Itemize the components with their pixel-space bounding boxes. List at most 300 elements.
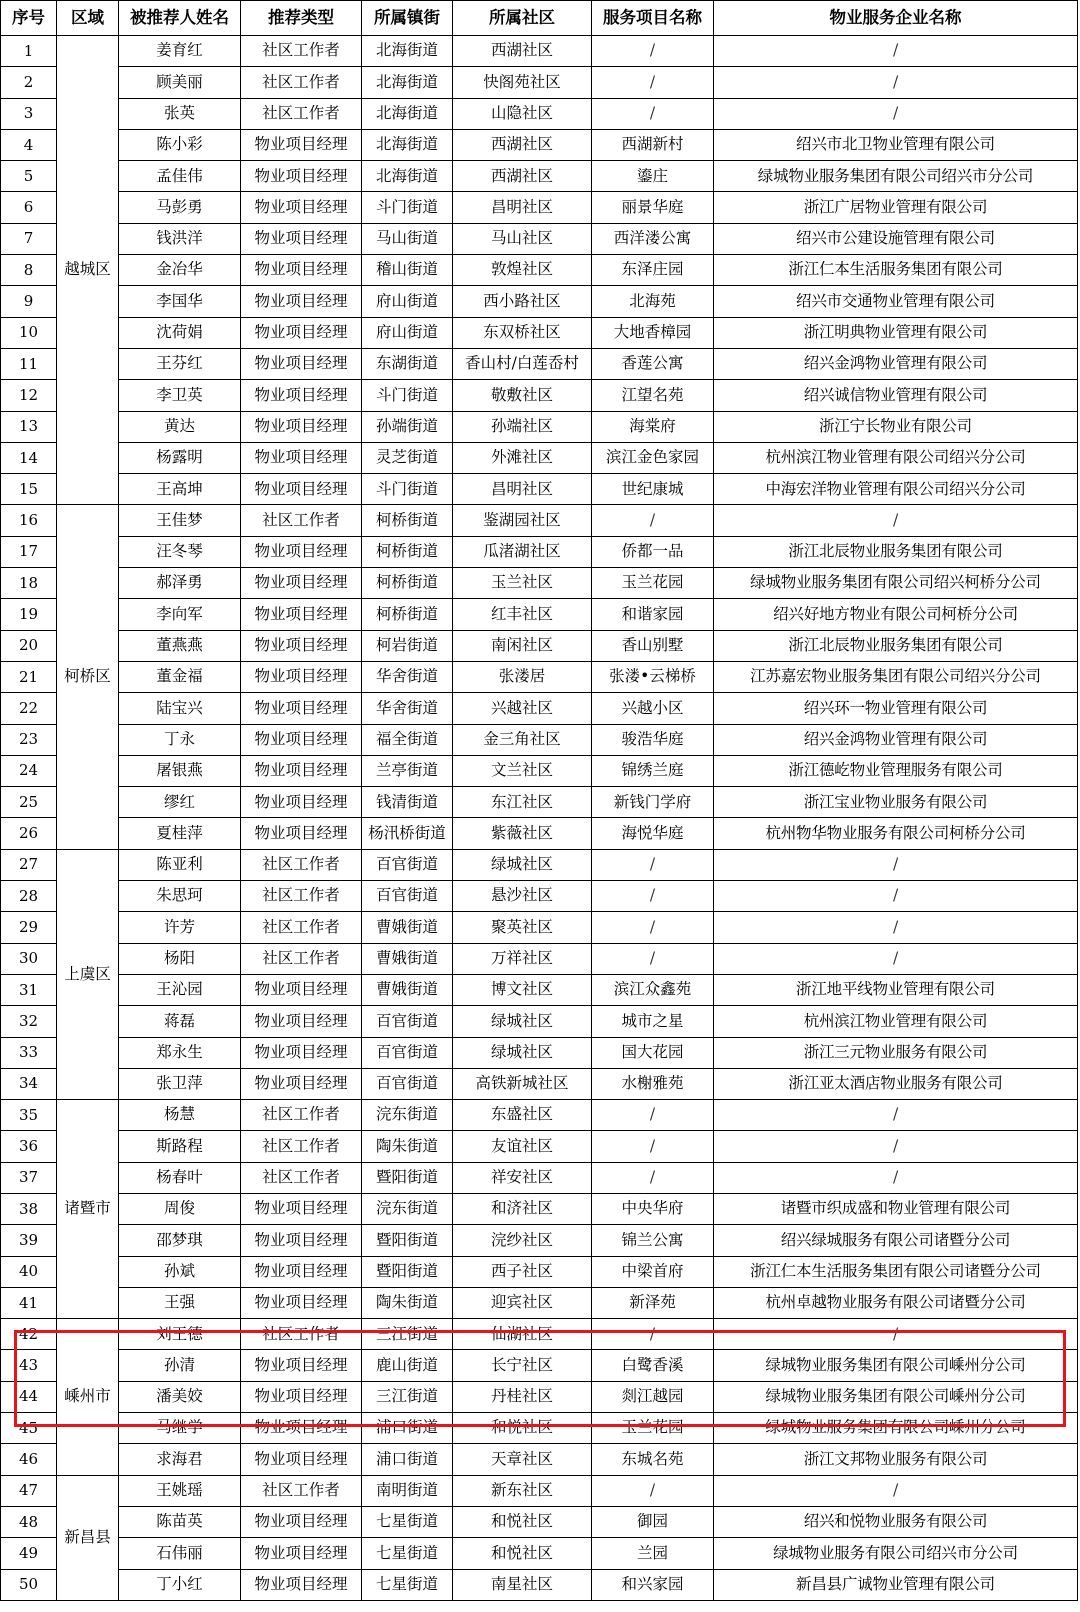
cell-type: 社区工作者 [241, 36, 362, 67]
cell-name: 石伟丽 [119, 1538, 241, 1569]
cell-name: 马彭勇 [119, 192, 241, 223]
cell-project: 侨都一品 [592, 536, 714, 567]
cell-seq: 46 [1, 1444, 57, 1475]
cell-type: 物业项目经理 [241, 223, 362, 254]
cell-project: 水榭雅苑 [592, 1068, 714, 1099]
cell-company: 浙江宁长物业有限公司 [714, 411, 1078, 442]
cell-community: 和济社区 [453, 1193, 592, 1224]
cell-project: / [592, 849, 714, 880]
cell-community: 聚英社区 [453, 912, 592, 943]
cell-company: 浙江仁本生活服务集团有限公司诸暨分公司 [714, 1256, 1078, 1287]
cell-seq: 40 [1, 1256, 57, 1287]
cell-community: 文兰社区 [453, 755, 592, 786]
cell-project: 滨江众鑫苑 [592, 974, 714, 1005]
cell-community: 长宁社区 [453, 1350, 592, 1381]
cell-community: 金三角社区 [453, 724, 592, 755]
cell-type: 社区工作者 [241, 67, 362, 98]
cell-seq: 25 [1, 787, 57, 818]
table-row [1, 348, 1078, 379]
cell-community: 山隐社区 [453, 98, 592, 129]
table-row [1, 1569, 1078, 1600]
table-row [1, 223, 1078, 254]
cell-project: 御园 [592, 1506, 714, 1537]
cell-project: 江望名苑 [592, 380, 714, 411]
cell-project: / [592, 1131, 714, 1162]
table-row [1, 1381, 1078, 1412]
cell-name: 夏桂萍 [119, 818, 241, 849]
cell-community: 兴越社区 [453, 693, 592, 724]
cell-company: 绍兴环一物业管理有限公司 [714, 693, 1078, 724]
cell-street: 柯桥街道 [362, 568, 453, 599]
cell-seq: 12 [1, 380, 57, 411]
cell-type: 社区工作者 [241, 881, 362, 912]
cell-name: 李国华 [119, 286, 241, 317]
cell-type: 物业项目经理 [241, 348, 362, 379]
header-name: 被推荐人姓名 [119, 1, 241, 36]
cell-company: 绍兴绿城服务有限公司诸暨分公司 [714, 1225, 1078, 1256]
cell-type: 社区工作者 [241, 1100, 362, 1131]
cell-street: 曹娥街道 [362, 974, 453, 1005]
table-row [1, 787, 1078, 818]
cell-name: 董金福 [119, 661, 241, 692]
cell-company: / [714, 505, 1078, 536]
cell-community: 迎宾社区 [453, 1287, 592, 1318]
cell-name: 董燕燕 [119, 630, 241, 661]
cell-community: 敦煌社区 [453, 255, 592, 286]
cell-type: 社区工作者 [241, 1131, 362, 1162]
cell-name: 王佳梦 [119, 505, 241, 536]
cell-street: 曹娥街道 [362, 912, 453, 943]
cell-seq: 50 [1, 1569, 57, 1600]
table-body [1, 36, 1078, 1601]
cell-name: 求海君 [119, 1444, 241, 1475]
table-row [1, 1319, 1078, 1350]
cell-name: 孙斌 [119, 1256, 241, 1287]
table-row [1, 1506, 1078, 1537]
cell-name: 郝泽勇 [119, 568, 241, 599]
cell-company: 新昌县广诚物业管理有限公司 [714, 1569, 1078, 1600]
cell-street: 斗门街道 [362, 192, 453, 223]
cell-company: 杭州卓越物业服务有限公司诸暨分公司 [714, 1287, 1078, 1318]
cell-name: 邵梦琪 [119, 1225, 241, 1256]
cell-community: 丹桂社区 [453, 1381, 592, 1412]
header-row [1, 1, 1078, 36]
cell-seq: 39 [1, 1225, 57, 1256]
cell-community: 高铁新城社区 [453, 1068, 592, 1099]
cell-project: / [592, 67, 714, 98]
cell-community: 新东社区 [453, 1475, 592, 1506]
cell-street: 钱清街道 [362, 787, 453, 818]
cell-company: 浙江德屹物业管理服务有限公司 [714, 755, 1078, 786]
table-row [1, 286, 1078, 317]
cell-seq: 29 [1, 912, 57, 943]
cell-company: 绿城物业服务集团有限公司绍兴市分公司 [714, 161, 1078, 192]
cell-type: 物业项目经理 [241, 1068, 362, 1099]
cell-community: 快阁苑社区 [453, 67, 592, 98]
cell-seq: 18 [1, 568, 57, 599]
cell-community: 仙湖社区 [453, 1319, 592, 1350]
cell-community: 紫薇社区 [453, 818, 592, 849]
cell-seq: 38 [1, 1193, 57, 1224]
cell-seq: 23 [1, 724, 57, 755]
cell-company: / [714, 881, 1078, 912]
cell-type: 物业项目经理 [241, 286, 362, 317]
cell-name: 蒋磊 [119, 1006, 241, 1037]
cell-street: 孙端街道 [362, 411, 453, 442]
cell-name: 王芬红 [119, 348, 241, 379]
cell-project: 东泽庄园 [592, 255, 714, 286]
cell-project: 海悦华庭 [592, 818, 714, 849]
cell-seq: 27 [1, 849, 57, 880]
cell-type: 物业项目经理 [241, 1256, 362, 1287]
cell-name: 陈苗英 [119, 1506, 241, 1537]
cell-name: 汪冬琴 [119, 536, 241, 567]
cell-community: 和悦社区 [453, 1506, 592, 1537]
cell-community: 西子社区 [453, 1256, 592, 1287]
cell-street: 三江街道 [362, 1381, 453, 1412]
cell-project: 中央华府 [592, 1193, 714, 1224]
cell-street: 百官街道 [362, 1006, 453, 1037]
table-row [1, 818, 1078, 849]
cell-seq: 15 [1, 474, 57, 505]
cell-seq: 8 [1, 255, 57, 286]
cell-company: 浙江亚太酒店物业服务有限公司 [714, 1068, 1078, 1099]
cell-name: 姜育红 [119, 36, 241, 67]
cell-street: 柯桥街道 [362, 505, 453, 536]
cell-seq: 1 [1, 36, 57, 67]
cell-community: 绿城社区 [453, 1006, 592, 1037]
cell-type: 物业项目经理 [241, 787, 362, 818]
cell-company: 浙江明典物业管理有限公司 [714, 317, 1078, 348]
cell-project: 国大花园 [592, 1037, 714, 1068]
table-row [1, 192, 1078, 223]
cell-community: 和悦社区 [453, 1413, 592, 1444]
cell-company: 诸暨市织成盛和物业管理有限公司 [714, 1193, 1078, 1224]
cell-project: 大地香樟园 [592, 317, 714, 348]
cell-seq: 45 [1, 1413, 57, 1444]
cell-street: 东湖街道 [362, 348, 453, 379]
cell-community: 东双桥社区 [453, 317, 592, 348]
cell-seq: 33 [1, 1037, 57, 1068]
cell-street: 稽山街道 [362, 255, 453, 286]
cell-project: / [592, 1475, 714, 1506]
cell-street: 曹娥街道 [362, 943, 453, 974]
table-row [1, 599, 1078, 630]
header-type: 推荐类型 [241, 1, 362, 36]
table-row [1, 1350, 1078, 1381]
cell-seq: 17 [1, 536, 57, 567]
cell-seq: 19 [1, 599, 57, 630]
cell-name: 顾美丽 [119, 67, 241, 98]
cell-type: 物业项目经理 [241, 1381, 362, 1412]
cell-project: 东城名苑 [592, 1444, 714, 1475]
cell-company: 江苏嘉宏物业服务集团有限公司绍兴分公司 [714, 661, 1078, 692]
table-row [1, 1256, 1078, 1287]
cell-street: 浦口街道 [362, 1413, 453, 1444]
cell-type: 社区工作者 [241, 1475, 362, 1506]
cell-community: 香山村/白莲岙村 [453, 348, 592, 379]
cell-project: 玉兰花园 [592, 1413, 714, 1444]
cell-name: 马继学 [119, 1413, 241, 1444]
cell-community: 东盛社区 [453, 1100, 592, 1131]
cell-type: 物业项目经理 [241, 724, 362, 755]
cell-company: 绿城物业服务有限公司绍兴市分公司 [714, 1538, 1078, 1569]
cell-community: 昌明社区 [453, 192, 592, 223]
cell-street: 鹿山街道 [362, 1350, 453, 1381]
cell-type: 物业项目经理 [241, 1444, 362, 1475]
table-row [1, 67, 1078, 98]
cell-project: / [592, 1319, 714, 1350]
cell-company: / [714, 98, 1078, 129]
cell-type: 物业项目经理 [241, 536, 362, 567]
table-row [1, 849, 1078, 880]
cell-street: 柯岩街道 [362, 630, 453, 661]
cell-project: 剡江越园 [592, 1381, 714, 1412]
cell-type: 物业项目经理 [241, 1287, 362, 1318]
table-row [1, 255, 1078, 286]
cell-company: 绍兴好地方物业有限公司柯桥分公司 [714, 599, 1078, 630]
cell-seq: 9 [1, 286, 57, 317]
cell-type: 物业项目经理 [241, 1538, 362, 1569]
cell-name: 陈亚利 [119, 849, 241, 880]
cell-seq: 34 [1, 1068, 57, 1099]
cell-company: 绍兴和悦物业服务有限公司 [714, 1506, 1078, 1537]
cell-type: 物业项目经理 [241, 974, 362, 1005]
cell-type: 社区工作者 [241, 943, 362, 974]
table-row [1, 1006, 1078, 1037]
cell-project: / [592, 505, 714, 536]
cell-company: 绿城物业服务集团有限公司嵊州分公司 [714, 1413, 1078, 1444]
cell-street: 百官街道 [362, 1037, 453, 1068]
cell-project: 兰园 [592, 1538, 714, 1569]
cell-name: 杨春叶 [119, 1162, 241, 1193]
table-row [1, 1287, 1078, 1318]
cell-community: 绿城社区 [453, 849, 592, 880]
table-row [1, 1444, 1078, 1475]
cell-type: 物业项目经理 [241, 442, 362, 473]
cell-type: 社区工作者 [241, 849, 362, 880]
cell-street: 暨阳街道 [362, 1225, 453, 1256]
cell-community: 南闲社区 [453, 630, 592, 661]
cell-community: 红丰社区 [453, 599, 592, 630]
cell-company: / [714, 1100, 1078, 1131]
table-row [1, 129, 1078, 160]
table-row [1, 974, 1078, 1005]
table-row [1, 724, 1078, 755]
cell-street: 柯桥街道 [362, 599, 453, 630]
cell-name: 斯路程 [119, 1131, 241, 1162]
table-row [1, 1162, 1078, 1193]
cell-name: 张英 [119, 98, 241, 129]
cell-street: 百官街道 [362, 881, 453, 912]
cell-street: 陶朱街道 [362, 1131, 453, 1162]
cell-type: 物业项目经理 [241, 380, 362, 411]
header-region: 区域 [57, 1, 119, 36]
cell-seq: 30 [1, 943, 57, 974]
table-row [1, 1131, 1078, 1162]
cell-project: 骏浩华庭 [592, 724, 714, 755]
cell-type: 社区工作者 [241, 505, 362, 536]
cell-company: 绍兴金鸿物业管理有限公司 [714, 348, 1078, 379]
table-row [1, 36, 1078, 67]
cell-project: 张溇•云梯桥 [592, 661, 714, 692]
cell-type: 物业项目经理 [241, 1350, 362, 1381]
cell-type: 社区工作者 [241, 1319, 362, 1350]
cell-community: 孙端社区 [453, 411, 592, 442]
header-project: 服务项目名称 [592, 1, 714, 36]
cell-project: 白鹭香溪 [592, 1350, 714, 1381]
table-row [1, 317, 1078, 348]
cell-project: 新泽苑 [592, 1287, 714, 1318]
cell-type: 物业项目经理 [241, 129, 362, 160]
cell-region: 上虞区 [57, 849, 119, 1099]
cell-street: 七星街道 [362, 1538, 453, 1569]
cell-seq: 44 [1, 1381, 57, 1412]
cell-seq: 42 [1, 1319, 57, 1350]
cell-street: 浣东街道 [362, 1100, 453, 1131]
cell-company: 中海宏洋物业管理有限公司绍兴分公司 [714, 474, 1078, 505]
cell-company: 绍兴市公建设施管理有限公司 [714, 223, 1078, 254]
cell-street: 北海街道 [362, 129, 453, 160]
cell-community: 博文社区 [453, 974, 592, 1005]
cell-community: 东江社区 [453, 787, 592, 818]
cell-street: 杨汛桥街道 [362, 818, 453, 849]
cell-name: 黄达 [119, 411, 241, 442]
cell-company: 浙江地平线物业管理有限公司 [714, 974, 1078, 1005]
cell-project: 和谐家园 [592, 599, 714, 630]
cell-project: 北海苑 [592, 286, 714, 317]
cell-street: 柯桥街道 [362, 536, 453, 567]
cell-company: 浙江三元物业服务有限公司 [714, 1037, 1078, 1068]
cell-seq: 43 [1, 1350, 57, 1381]
cell-seq: 35 [1, 1100, 57, 1131]
cell-project: 和兴家园 [592, 1569, 714, 1600]
cell-seq: 24 [1, 755, 57, 786]
table-row [1, 943, 1078, 974]
cell-street: 斗门街道 [362, 474, 453, 505]
cell-community: 祥安社区 [453, 1162, 592, 1193]
cell-seq: 20 [1, 630, 57, 661]
cell-type: 物业项目经理 [241, 1506, 362, 1537]
cell-seq: 4 [1, 129, 57, 160]
cell-community: 西湖社区 [453, 161, 592, 192]
cell-community: 张溇居 [453, 661, 592, 692]
cell-name: 丁永 [119, 724, 241, 755]
cell-street: 府山街道 [362, 317, 453, 348]
cell-street: 南明街道 [362, 1475, 453, 1506]
cell-type: 物业项目经理 [241, 255, 362, 286]
cell-community: 鉴湖园社区 [453, 505, 592, 536]
cell-company: / [714, 36, 1078, 67]
cell-community: 西湖社区 [453, 129, 592, 160]
table-row [1, 1100, 1078, 1131]
cell-type: 社区工作者 [241, 98, 362, 129]
cell-seq: 28 [1, 881, 57, 912]
cell-company: / [714, 1475, 1078, 1506]
cell-type: 物业项目经理 [241, 599, 362, 630]
cell-type: 物业项目经理 [241, 1037, 362, 1068]
cell-project: / [592, 943, 714, 974]
cell-seq: 32 [1, 1006, 57, 1037]
cell-street: 福全街道 [362, 724, 453, 755]
cell-street: 三江街道 [362, 1319, 453, 1350]
cell-type: 物业项目经理 [241, 661, 362, 692]
table-row [1, 98, 1078, 129]
cell-name: 陈小彩 [119, 129, 241, 160]
cell-company: 浙江广居物业管理有限公司 [714, 192, 1078, 223]
cell-company: / [714, 67, 1078, 98]
cell-seq: 48 [1, 1506, 57, 1537]
cell-company: / [714, 943, 1078, 974]
cell-type: 物业项目经理 [241, 474, 362, 505]
table-row [1, 1475, 1078, 1506]
cell-region: 诸暨市 [57, 1100, 119, 1319]
cell-company: 杭州物华物业服务有限公司柯桥分公司 [714, 818, 1078, 849]
cell-seq: 36 [1, 1131, 57, 1162]
cell-community: 敬敷社区 [453, 380, 592, 411]
cell-name: 潘美姣 [119, 1381, 241, 1412]
cell-type: 物业项目经理 [241, 411, 362, 442]
cell-name: 钱洪洋 [119, 223, 241, 254]
cell-type: 物业项目经理 [241, 630, 362, 661]
cell-street: 北海街道 [362, 98, 453, 129]
table-row [1, 1193, 1078, 1224]
table-row [1, 1413, 1078, 1444]
cell-seq: 6 [1, 192, 57, 223]
cell-seq: 13 [1, 411, 57, 442]
cell-project: 鎏庄 [592, 161, 714, 192]
cell-community: 瓜渚湖社区 [453, 536, 592, 567]
cell-project: / [592, 36, 714, 67]
cell-community: 西湖社区 [453, 36, 592, 67]
cell-project: 丽景华庭 [592, 192, 714, 223]
cell-community: 玉兰社区 [453, 568, 592, 599]
cell-type: 物业项目经理 [241, 755, 362, 786]
cell-street: 华舍街道 [362, 661, 453, 692]
cell-company: / [714, 1162, 1078, 1193]
cell-seq: 22 [1, 693, 57, 724]
cell-name: 李向军 [119, 599, 241, 630]
cell-name: 丁小红 [119, 1569, 241, 1600]
cell-type: 物业项目经理 [241, 1006, 362, 1037]
cell-street: 兰亭街道 [362, 755, 453, 786]
cell-project: 玉兰花园 [592, 568, 714, 599]
cell-type: 物业项目经理 [241, 1225, 362, 1256]
header-company: 物业服务企业名称 [714, 1, 1078, 36]
table-row [1, 1225, 1078, 1256]
cell-type: 社区工作者 [241, 1162, 362, 1193]
cell-company: / [714, 912, 1078, 943]
cell-type: 物业项目经理 [241, 818, 362, 849]
cell-name: 缪红 [119, 787, 241, 818]
cell-seq: 41 [1, 1287, 57, 1318]
cell-project: / [592, 881, 714, 912]
cell-type: 物业项目经理 [241, 1193, 362, 1224]
table-row [1, 536, 1078, 567]
cell-community: 天章社区 [453, 1444, 592, 1475]
cell-company: 绿城物业服务集团有限公司嵊州分公司 [714, 1381, 1078, 1412]
cell-company: / [714, 1319, 1078, 1350]
cell-project: / [592, 912, 714, 943]
cell-type: 物业项目经理 [241, 568, 362, 599]
cell-name: 杨慧 [119, 1100, 241, 1131]
cell-community: 西小路社区 [453, 286, 592, 317]
cell-community: 友谊社区 [453, 1131, 592, 1162]
cell-name: 张卫萍 [119, 1068, 241, 1099]
cell-company: 绍兴市北卫物业管理有限公司 [714, 129, 1078, 160]
table-row [1, 474, 1078, 505]
cell-name: 孙清 [119, 1350, 241, 1381]
